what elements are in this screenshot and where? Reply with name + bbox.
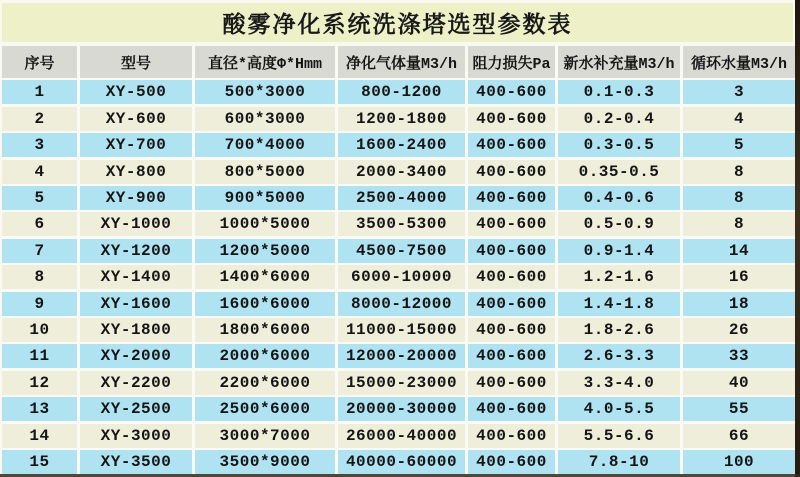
table-cell: 800-1200 bbox=[338, 80, 465, 104]
table-cell: 1 bbox=[2, 80, 77, 104]
table-cell: 3500*9000 bbox=[195, 450, 335, 474]
table-cell: 4 bbox=[2, 160, 77, 184]
table-cell: 11000-15000 bbox=[338, 318, 465, 342]
photo-right-edge-shadow bbox=[795, 0, 800, 477]
table-cell: 500*3000 bbox=[195, 80, 335, 104]
table-cell: 900*5000 bbox=[195, 186, 335, 210]
table-cell: 11 bbox=[2, 344, 77, 368]
table-cell: 15000-23000 bbox=[338, 371, 465, 395]
table-cell: 2500*6000 bbox=[195, 397, 335, 421]
table-cell: 2500-4000 bbox=[338, 186, 465, 210]
table-cell: XY-1200 bbox=[80, 239, 192, 263]
table-cell: 40000-60000 bbox=[338, 450, 465, 474]
table-cell: 100 bbox=[683, 450, 795, 474]
table-cell: XY-500 bbox=[80, 80, 192, 104]
table-cell: 600*3000 bbox=[195, 107, 335, 131]
table-cell: 5.5-6.6 bbox=[558, 424, 680, 448]
table-cell: 400-600 bbox=[468, 160, 555, 184]
column-header-3: 直径*高度Φ*Hmm bbox=[195, 46, 335, 78]
table-cell: 13 bbox=[2, 397, 77, 421]
table-cell: 1.4-1.8 bbox=[558, 292, 680, 316]
table-cell: 15 bbox=[2, 450, 77, 474]
table-cell: 7 bbox=[2, 239, 77, 263]
table-cell: 26 bbox=[683, 318, 795, 342]
table-cell: 14 bbox=[683, 239, 795, 263]
table-cell: 400-600 bbox=[468, 397, 555, 421]
table-cell: 0.3-0.5 bbox=[558, 133, 680, 157]
table-cell: 4500-7500 bbox=[338, 239, 465, 263]
table-cell: 66 bbox=[683, 424, 795, 448]
table-cell: XY-2500 bbox=[80, 397, 192, 421]
table-cell: 400-600 bbox=[468, 265, 555, 289]
table-cell: XY-800 bbox=[80, 160, 192, 184]
table-cell: 26000-40000 bbox=[338, 424, 465, 448]
column-header-7: 循环水量M3/h bbox=[683, 46, 795, 78]
table-cell: 18 bbox=[683, 292, 795, 316]
table-cell: 16 bbox=[683, 265, 795, 289]
column-header-6: 新水补充量M3/h bbox=[558, 46, 680, 78]
table-cell: 0.2-0.4 bbox=[558, 107, 680, 131]
table-cell: 20000-30000 bbox=[338, 397, 465, 421]
table-cell: 3000*7000 bbox=[195, 424, 335, 448]
page-title: 酸雾净化系统洗涤塔选型参数表 bbox=[222, 12, 573, 37]
column-header-4: 净化气体量M3/h bbox=[338, 46, 465, 78]
table-cell: 8 bbox=[683, 212, 795, 236]
table-cell: 400-600 bbox=[468, 186, 555, 210]
table-cell: 2200*6000 bbox=[195, 371, 335, 395]
table-cell: XY-900 bbox=[80, 186, 192, 210]
table-cell: 400-600 bbox=[468, 239, 555, 263]
table-cell: XY-600 bbox=[80, 107, 192, 131]
table-cell: 400-600 bbox=[468, 212, 555, 236]
table-cell: 1600-2400 bbox=[338, 133, 465, 157]
column-header-5: 阻力损失Pa bbox=[468, 46, 555, 78]
table-cell: 1.8-2.6 bbox=[558, 318, 680, 342]
table-cell: 0.9-1.4 bbox=[558, 239, 680, 263]
table-cell: 3.3-4.0 bbox=[558, 371, 680, 395]
table-cell: 400-600 bbox=[468, 107, 555, 131]
table-cell: 10 bbox=[2, 318, 77, 342]
table-cell: 12 bbox=[2, 371, 77, 395]
column-header-1: 序号 bbox=[2, 46, 77, 78]
table-cell: XY-1600 bbox=[80, 292, 192, 316]
parameter-table bbox=[2, 46, 795, 474]
table-cell: 1200*5000 bbox=[195, 239, 335, 263]
table-cell: 400-600 bbox=[468, 344, 555, 368]
table-cell: 7.8-10 bbox=[558, 450, 680, 474]
table-cell: 2.6-3.3 bbox=[558, 344, 680, 368]
table-cell: 40 bbox=[683, 371, 795, 395]
table-cell: 400-600 bbox=[468, 133, 555, 157]
table-cell: 800*5000 bbox=[195, 160, 335, 184]
table-cell: 8000-12000 bbox=[338, 292, 465, 316]
table-cell: 0.4-0.6 bbox=[558, 186, 680, 210]
table-cell: XY-700 bbox=[80, 133, 192, 157]
table-cell: 400-600 bbox=[468, 318, 555, 342]
table-cell: 2000-3400 bbox=[338, 160, 465, 184]
table-cell: 8 bbox=[683, 186, 795, 210]
table-cell: 4.0-5.5 bbox=[558, 397, 680, 421]
table-cell: 700*4000 bbox=[195, 133, 335, 157]
table-cell: 12000-20000 bbox=[338, 344, 465, 368]
table-cell: 3 bbox=[683, 80, 795, 104]
table-cell: 1200-1800 bbox=[338, 107, 465, 131]
table-cell: 2000*6000 bbox=[195, 344, 335, 368]
table-cell: 9 bbox=[2, 292, 77, 316]
table-cell: 4 bbox=[683, 107, 795, 131]
table-cell: 400-600 bbox=[468, 292, 555, 316]
table-cell: 400-600 bbox=[468, 80, 555, 104]
table-cell: XY-1800 bbox=[80, 318, 192, 342]
table-cell: 0.5-0.9 bbox=[558, 212, 680, 236]
table-cell: 8 bbox=[2, 265, 77, 289]
table-cell: 400-600 bbox=[468, 450, 555, 474]
table-cell: 0.35-0.5 bbox=[558, 160, 680, 184]
table-cell: XY-2000 bbox=[80, 344, 192, 368]
title-band bbox=[2, 3, 793, 42]
table-cell: 6000-10000 bbox=[338, 265, 465, 289]
table-cell: 2 bbox=[2, 107, 77, 131]
table-cell: 400-600 bbox=[468, 371, 555, 395]
table-cell: XY-3000 bbox=[80, 424, 192, 448]
table-cell: XY-1000 bbox=[80, 212, 192, 236]
table-cell: 6 bbox=[2, 212, 77, 236]
table-cell: 1600*6000 bbox=[195, 292, 335, 316]
table-cell: 14 bbox=[2, 424, 77, 448]
table-cell: 400-600 bbox=[468, 424, 555, 448]
table-cell: 1.2-1.6 bbox=[558, 265, 680, 289]
table-cell: 1000*5000 bbox=[195, 212, 335, 236]
table-cell: 5 bbox=[683, 133, 795, 157]
table-cell: 55 bbox=[683, 397, 795, 421]
table-cell: 8 bbox=[683, 160, 795, 184]
table-cell: 5 bbox=[2, 186, 77, 210]
table-cell: 0.1-0.3 bbox=[558, 80, 680, 104]
table-cell: 3 bbox=[2, 133, 77, 157]
table-cell: XY-1400 bbox=[80, 265, 192, 289]
table-cell: XY-2200 bbox=[80, 371, 192, 395]
column-header-2: 型号 bbox=[80, 46, 192, 78]
table-cell: XY-3500 bbox=[80, 450, 192, 474]
table-cell: 1800*6000 bbox=[195, 318, 335, 342]
table-cell: 33 bbox=[683, 344, 795, 368]
table-cell: 3500-5300 bbox=[338, 212, 465, 236]
table-cell: 1400*6000 bbox=[195, 265, 335, 289]
